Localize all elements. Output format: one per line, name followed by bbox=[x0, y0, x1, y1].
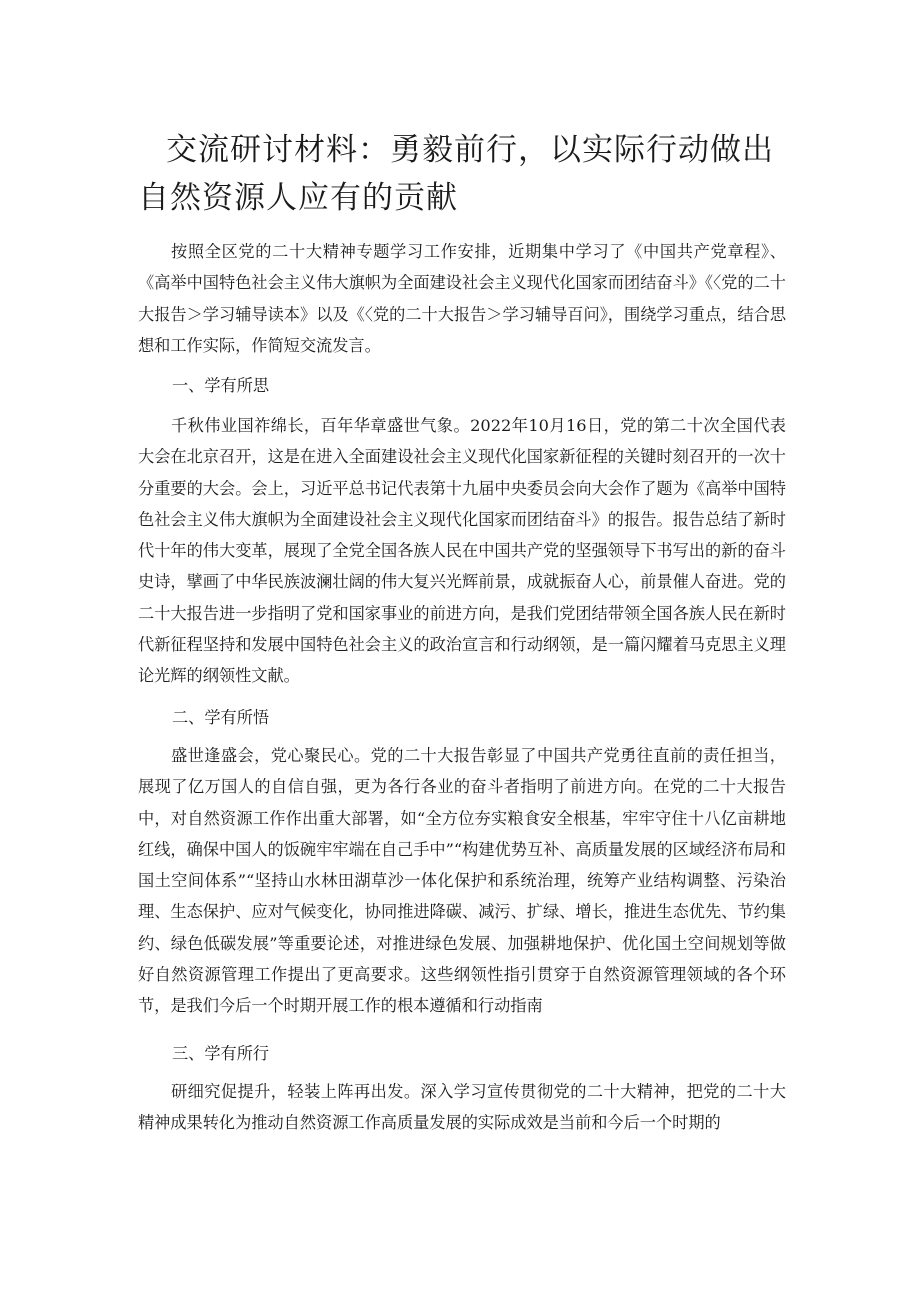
section-heading-2: 二、学有所悟 bbox=[172, 708, 270, 727]
document-title: 交流研讨材料：勇毅前行，以实际行动做出自然资源人应有的贡献 bbox=[138, 132, 774, 216]
section-body-3: 研细究促提升，轻装上阵再出发。深入学习宣传贯彻党的二十大精神，把党的二十大精神成果转化为推动自然资源工作高质量发展的实际成效是当前和今后一个时期的 bbox=[138, 1082, 786, 1133]
section-heading-3: 三、学有所行 bbox=[172, 1044, 270, 1063]
intro-paragraph: 按照全区党的二十大精神专题学习工作安排，近期集中学习了《中国共产党章程》、《高举中国特色社会主义伟大旗帜为全面建设社会主义现代化国家而团结奋斗》《〈党的二十大报告＞学习辅导读本》以及《〈党的二十大报告＞学习辅导百问》，围绕学习重点，结合思想和工作实际，作简短交流发言。 bbox=[138, 242, 786, 355]
section-body-2: 盛世逢盛会，党心聚民心。党的二十大报告彰显了中国共产党勇往直前的责任担当，展现了亿万国人的自信自强，更为各行各业的奋斗者指明了前进方向。在党的二十大报告中，对自然资源工作作出重大部署，如“全方位夯实粮食安全根基，牢牢守住十八亿亩耕地红线，确保中国人的饭碗牢牢端在自己手中”“构建优势互补、高质量发展的区域经济布局和国土空间体系”“坚持山水林田湖草沙一体化保护和系统治理，统筹产业结构调整、污染治理、生态保护、应对气候变化，协同推进降碳、减污、扩绿、增长，推进生态优先、节约集约、绿色低碳发展”等重要论述，对推进绿色发展、加强耕地保护、优化国土空间规划等做好自然资源管理工作提出了更高要求。这些纲领性指引贯穿于自然资源管理领域的各个环节，是我们今后一个时期开展工作的根本遵循和行动指南 bbox=[138, 746, 786, 1016]
section-heading-1: 一、学有所思 bbox=[172, 376, 270, 395]
section-body-1: 千秋伟业国祚绵长，百年华章盛世气象。2022年10月16日，党的第二十次全国代表大会在北京召开，这是在进入全面建设社会主义现代化国家新征程的关键时刻召开的一次十分重要的大会。会上，习近平总书记代表第十九届中央委员会向大会作了题为《高举中国特色社会主义伟大旗帜为全面建设社会主义现代化国家而团结奋斗》的报告。报告总结了新时代十年的伟大变革，展现了全党全国各族人民在中国共产党的坚强领导下书写出的新的奋斗史诗，擘画了中华民族波澜壮阔的伟大复兴光辉前景，成就振奋人心，前景催人奋进。党的二十大报告进一步指明了党和国家事业的前进方向，是我们党团结带领全国各族人民在新时代新征程坚持和发展中国特色社会主义的政治宣言和行动纲领，是一篇闪耀着马克思主义理论光辉的纲领性文献。 bbox=[138, 416, 786, 686]
